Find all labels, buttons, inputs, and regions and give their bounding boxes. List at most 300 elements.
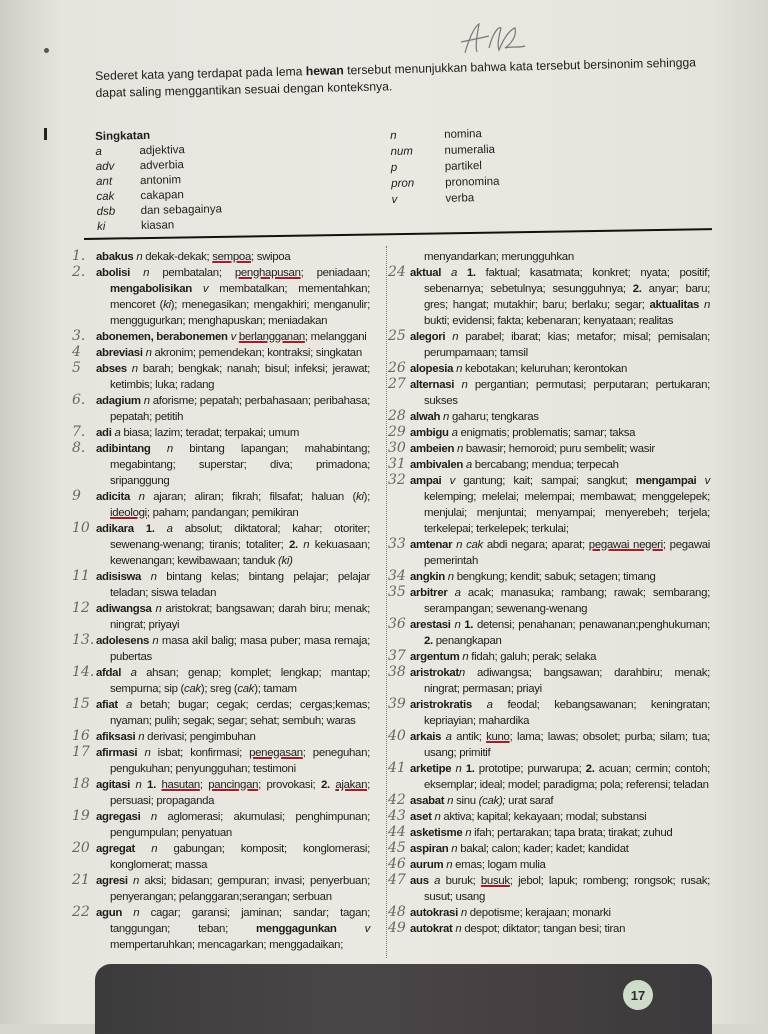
handwritten-number: 46 (388, 856, 406, 872)
abbreviation-row (390, 142, 499, 160)
entry-label: v (449, 475, 464, 487)
entry-synonyms: cagar; garansi; jaminan; sandar; tagan; tanggungan; teban; (110, 907, 371, 935)
entry-label: a (130, 667, 147, 679)
entry-label: n (434, 811, 444, 823)
entry-text (410, 537, 710, 569)
abbreviation-meaning: cakapan (140, 189, 184, 203)
handwritten-number: 15 (72, 696, 90, 712)
handwritten-number: 2. (72, 264, 86, 280)
entry-synonyms: anyar; baru; gres; hangat; mutakhir; baru; berlaku; segar; (424, 283, 711, 311)
entry-headword: asketisme (410, 827, 466, 839)
entry-text (410, 905, 710, 921)
abbreviation-key: a (95, 145, 102, 158)
entry-text (410, 809, 710, 825)
abbreviation-list-right (390, 126, 500, 208)
handwritten-number: 18 (72, 776, 90, 792)
entry-text (96, 841, 370, 873)
handwritten-number: 24 (388, 264, 406, 280)
entry-text (410, 249, 710, 265)
dictionary-entry (388, 905, 710, 921)
handwritten-number: 5 (72, 360, 81, 376)
entry-text (96, 809, 370, 841)
entry-synonyms: ajaran; aliran; fikrah; filsafat; haluan ( (153, 491, 356, 503)
entry-synonyms: urat saraf (505, 795, 554, 807)
entry-label: a (450, 267, 467, 279)
handwritten-number: 6. (72, 392, 86, 408)
entry-label: (cak); (478, 795, 506, 807)
entry-text (410, 825, 710, 841)
entry-synonyms: ; melanggani (304, 331, 367, 343)
abbreviation-meaning: verba (445, 192, 475, 205)
entry-label: ki (356, 491, 364, 503)
entry-label: a (434, 875, 446, 887)
entry-headword: alwah (410, 411, 444, 423)
dictionary-entry (388, 761, 710, 793)
entry-headword: aus (410, 875, 435, 887)
entry-headword: 1. (147, 779, 162, 791)
abbreviation-key: cak (96, 190, 115, 203)
entry-synonyms: acak; manasuka; rambang; rawak; sembarang; serampangan; sewenang-wenang (424, 587, 710, 615)
entry-headword: autokrasi (410, 907, 461, 919)
entry-text (96, 601, 370, 633)
entry-label: n (455, 763, 466, 775)
handwritten-number: 10 (72, 520, 90, 536)
dictionary-entry (72, 873, 370, 905)
underlined-word: berlangganan (238, 331, 305, 343)
entry-label: n (133, 907, 151, 919)
entry-text (96, 265, 370, 329)
handwritten-number: 29 (388, 424, 406, 440)
dictionary-entry (388, 825, 710, 841)
entry-headword: agun (96, 907, 134, 919)
entry-headword: adikara 1. (96, 523, 167, 535)
entry-synonyms: biasa; lazim; teradat; terpakai; umum (123, 427, 300, 439)
entry-synonyms: bintang lapangan; mahabintang; megabintang; superstar; diva; primadona; sripanggung (110, 443, 370, 487)
entry-synonyms: sinu (456, 795, 479, 807)
entry-headword: abolisi (96, 267, 144, 279)
handwritten-number: 3. (72, 328, 86, 344)
dictionary-entry (72, 393, 370, 425)
entry-synonyms: gantung; kait; sampai; sangkut; (463, 475, 636, 487)
entry-text (96, 345, 370, 361)
entry-text (410, 473, 710, 537)
entry-synonyms: derivasi; pengimbuhan (147, 731, 256, 743)
entry-headword: afdal (96, 667, 131, 679)
entry-synonyms: ; peniadaan; (300, 267, 370, 279)
entry-label: n (456, 443, 466, 455)
entry-text (96, 393, 370, 425)
underlined-word: penegasan (249, 747, 303, 759)
entry-label: v (230, 331, 239, 343)
handwritten-number: 41 (388, 760, 406, 776)
entry-headword: 1. (464, 619, 477, 631)
dictionary-entry (72, 425, 370, 441)
entry-synonyms: gaharu; tengkaras (451, 411, 539, 423)
entry-synonyms: barah; bengkak; nanah; bisul; infeksi; jerawat; ketimbis; luka; radang (110, 363, 370, 391)
abbreviation-row (391, 190, 500, 208)
abbreviation-key: adv (95, 160, 115, 173)
entry-headword: angkin (410, 571, 448, 583)
entry-headword: 1. (465, 763, 479, 775)
dictionary-entry (72, 729, 370, 745)
entry-synonyms: ; pegawai pemerintah (424, 539, 711, 567)
entry-headword: alegori (410, 331, 453, 343)
entry-headword: adagium (96, 395, 144, 407)
dictionary-entry (388, 249, 710, 265)
entry-headword: afiksasi (96, 731, 139, 743)
underlined-word: ideologi (110, 507, 147, 519)
underlined-word: sempoa (212, 251, 251, 263)
dictionary-entry (388, 329, 710, 361)
entry-synonyms: bakal; calon; kader; kadet; kandidat (460, 843, 629, 855)
entry-text (410, 729, 710, 761)
entry-headword: abonemen, berabonemen (96, 331, 231, 343)
entry-synonyms: bawasir; hemoroid; puru sembelit; wasir (465, 443, 655, 455)
entry-label: a (114, 427, 124, 439)
entry-synonyms: enigmatis; problematis; samar; taksa (460, 427, 636, 439)
entry-synonyms: feodal; kebangsawanan; keningratan; kepriayian; mahardika (424, 699, 711, 727)
handwritten-number: 14. (72, 664, 95, 680)
entry-text (410, 649, 710, 665)
dictionary-entry (388, 361, 710, 377)
abbreviation-key: n (390, 129, 397, 142)
entry-text (410, 617, 710, 649)
handwritten-number: 22 (72, 904, 90, 920)
entry-label: cak (184, 683, 201, 695)
entry-label: n (447, 795, 457, 807)
entry-synonyms: bercabang; mendua; terpecah (474, 459, 619, 471)
underlined-word: penghapusan (234, 267, 301, 279)
entry-text (410, 361, 710, 377)
entry-headword: abses (96, 363, 132, 375)
abbreviation-meaning: adverbia (139, 159, 185, 173)
intro-text-end: tersebut menunjukkan bahwa kata tersebut bersinonim sehingga dapat saling menggantikan sesuai dengan konteksnya. (95, 55, 697, 100)
entry-synonyms: aforisme; pepatah; perbahasaan; peribahasa; pepatah; petitih (110, 395, 370, 423)
entry-synonyms: dekak-dekak; (145, 251, 213, 263)
entry-headword: ampai (410, 475, 450, 487)
handwritten-number: 27 (388, 376, 406, 392)
dictionary-entry (388, 569, 710, 585)
intro-text: Sederet kata yang terdapat pada lema (95, 64, 307, 83)
entry-label: a (486, 699, 508, 711)
dictionary-entry (72, 489, 370, 521)
dictionary-entry (72, 777, 370, 809)
entry-synonyms: antik; (456, 731, 487, 743)
entry-text (410, 697, 710, 729)
abbreviation-key: p (390, 161, 398, 174)
entry-label: n (461, 379, 475, 391)
abbreviation-meaning: numeralia (444, 143, 496, 157)
entry-synonyms: bintang kelas; bintang pelajar; pelajar teladan; siswa teladan (110, 571, 370, 599)
entry-headword: asabat (410, 795, 448, 807)
entry-synonyms: membatalkan; mementahkan; mencoret ( (110, 283, 370, 311)
entry-text (410, 329, 710, 361)
abbreviation-row (391, 174, 500, 192)
entry-label: n (458, 667, 477, 679)
entry-label: n (703, 299, 710, 311)
entry-label: n (303, 539, 315, 551)
entry-synonyms: ifah; pertarakan; tapa brata; tirakat; zuhud (474, 827, 673, 839)
dictionary-entry (72, 265, 370, 329)
handwritten-number: 48 (388, 904, 406, 920)
dictionary-entry (388, 665, 710, 697)
handwritten-number: 8. (72, 440, 86, 456)
abbreviation-meaning: partikel (444, 160, 483, 173)
entry-label: n (451, 843, 461, 855)
entry-synonyms: aristokrat; bangsawan; darah biru; menak; ningrat; priyayi (110, 603, 371, 631)
dictionary-entry (388, 697, 710, 729)
entry-headword: arbitrer (410, 587, 455, 599)
entry-text (96, 329, 370, 345)
entry-label: n (136, 251, 146, 263)
handwritten-number: 42 (388, 792, 406, 808)
entry-headword: aset (410, 811, 435, 823)
entry-synonyms: faktual; kasatmata; konkret; nyata; positif; sebenarnya; sebetulnya; sesungguhnya; (424, 267, 710, 295)
entry-label: n (151, 843, 174, 855)
entry-synonyms: buruk; (445, 875, 481, 887)
punch-hole-mark (44, 48, 49, 53)
entry-text (410, 793, 710, 809)
handwritten-number: 33 (388, 536, 406, 552)
handwritten-number: 1. (72, 248, 86, 264)
dictionary-entry (72, 633, 370, 665)
dictionary-entry (72, 697, 370, 729)
entry-label: a (451, 427, 461, 439)
entry-headword: afiat (96, 699, 126, 711)
entry-synonyms: parabel; ibarat; kias; metafor; misal; pemisalan; perumpamaan; tamsil (424, 331, 710, 359)
handwritten-number: 45 (388, 840, 406, 856)
entry-text (96, 361, 370, 393)
entry-synonyms: ; jebol; lapuk; rombeng; rongsok; rusak; susut; usang (424, 875, 710, 903)
entry-synonyms: pembatalan; (162, 267, 235, 279)
dictionary-entry (388, 793, 710, 809)
entry-headword: mengampai (635, 475, 705, 487)
handwritten-signature-icon (455, 18, 535, 63)
abbreviation-key: v (391, 193, 398, 206)
entry-synonyms: ; provokasi; (258, 779, 321, 791)
underlined-word: kuno (486, 731, 510, 743)
entry-text (96, 905, 370, 953)
entry-synonyms: bukti; evidensi; fakta; kebenaran; kenyataan; realitas (424, 315, 674, 327)
dictionary-entry (388, 841, 710, 857)
entry-text (410, 569, 710, 585)
entry-headword: ambivalen (410, 459, 466, 471)
entry-headword: aurum (410, 859, 447, 871)
handwritten-number: 38 (388, 664, 406, 680)
entry-text (410, 665, 710, 697)
entry-text (410, 585, 710, 617)
entry-synonyms: ); (363, 491, 370, 503)
handwritten-number: 26 (388, 360, 406, 376)
entry-synonyms: menyandarkan; merungguhkan (424, 251, 574, 263)
entry-synonyms: absolut; diktatoral; kahar; otoriter; sewenang-wenang; tiranis; totaliter; (110, 523, 371, 551)
entry-text (96, 489, 370, 521)
entry-headword: agresi (96, 875, 134, 887)
handwritten-number: 44 (388, 824, 406, 840)
entry-synonyms: prototipe; purwarupa; (478, 763, 586, 775)
entry-synonyms: ; (199, 779, 209, 791)
entry-text (410, 265, 710, 329)
entry-text (96, 665, 370, 697)
entry-synonyms: detensi; penahanan; penawanan;penghukuman; (476, 619, 711, 631)
handwritten-number: 30 (388, 440, 406, 456)
handwritten-number: 31 (388, 456, 406, 472)
entry-headword: adiwangsa (96, 603, 156, 615)
handwritten-number: 9 (72, 488, 81, 504)
handwritten-number: 49 (388, 920, 406, 936)
abbreviation-key: ki (96, 220, 106, 233)
entry-headword: afirmasi (96, 747, 145, 759)
entry-label: n (460, 907, 470, 919)
dictionary-entry (388, 809, 710, 825)
entry-synonyms: ; persuasi; propaganda (110, 779, 370, 807)
entry-synonyms: ; peneguhan; pengukuhan; penyungguhan; testimoni (110, 747, 370, 775)
entry-headword: 2. (424, 635, 436, 647)
entry-label: n (150, 811, 168, 823)
underlined-word: busuk (480, 875, 510, 887)
entry-headword: agitasi (96, 779, 136, 791)
entry-label: n (138, 491, 154, 503)
dictionary-entry (72, 441, 370, 489)
entry-label: n (143, 267, 163, 279)
entry-synonyms: despot; diktator; tangan besi; tiran (464, 923, 626, 935)
abbreviation-meaning: antonim (139, 174, 182, 188)
dictionary-entry (72, 329, 370, 345)
dictionary-entry (388, 537, 710, 569)
handwritten-number: 35 (388, 584, 406, 600)
entry-synonyms: depotisme; kerajaan; monarki (469, 907, 611, 919)
abbreviation-row (97, 202, 223, 220)
handwritten-number: 21 (72, 872, 90, 888)
entry-synonyms: kebotakan; keluruhan; kerontokan (464, 363, 627, 375)
dictionary-entry (388, 729, 710, 761)
entry-label: n (443, 411, 452, 423)
entry-text (96, 521, 370, 569)
entry-synonyms: adiwangsa; bangsawan; darahbiru; menak; ningrat; permasan; priayi (424, 667, 710, 695)
entry-headword: aristrokat (410, 667, 459, 679)
entry-synonyms: ); menegasikan; mengakhiri; menganulir; menggugurkan; menghapuskan; meniadakan (110, 299, 370, 327)
entry-headword: aspiran (410, 843, 452, 855)
entry-label: a (454, 587, 468, 599)
entry-label: n (452, 331, 466, 343)
entry-label: n (135, 779, 148, 791)
entry-text (96, 873, 370, 905)
dictionary-entry (388, 617, 710, 649)
entry-label: v (704, 475, 710, 487)
intro-keyword: hewan (305, 63, 344, 79)
entry-label: v (202, 283, 220, 295)
entry-label: a (445, 731, 457, 743)
dictionary-entry (72, 345, 370, 361)
entry-text (410, 441, 710, 457)
entry-label: n cak (456, 539, 487, 551)
entry-synonyms: gabungan; komposit; konglomerasi; konglomerat; massa (110, 843, 370, 871)
entry-synonyms: isbat; konfirmasi; (157, 747, 250, 759)
entry-text (96, 697, 370, 729)
column-divider (386, 246, 387, 958)
abbreviation-key: ant (95, 175, 113, 188)
dictionary-entry (388, 921, 710, 937)
entry-label: a (126, 699, 141, 711)
entry-label: n (465, 827, 475, 839)
entry-label: n (166, 443, 190, 455)
dictionary-entry (72, 809, 370, 841)
handwritten-number: 40 (388, 728, 406, 744)
entry-label: a (465, 459, 475, 471)
entry-label: (ki) (278, 555, 293, 567)
abbreviation-list-left (95, 127, 222, 235)
entry-label: n (138, 731, 148, 743)
entry-synonyms: aglomerasi; akumulasi; penghimpunan; pengumpulan; penyatuan (110, 811, 370, 839)
intro-paragraph (95, 54, 716, 102)
entry-synonyms: emas; logam mulia (455, 859, 546, 871)
entry-label: n (131, 363, 143, 375)
dictionary-entry (72, 601, 370, 633)
entry-headword: alternasi (410, 379, 462, 391)
entry-synonyms: ; paham; pandangan; pemikiran (146, 507, 299, 519)
entry-label: n (144, 747, 158, 759)
entry-text (96, 633, 370, 665)
abbreviation-meaning: nomina (444, 128, 482, 141)
entry-headword: adisiswa (96, 571, 151, 583)
dictionary-entry (72, 361, 370, 393)
entry-synonyms: ; swipoa (250, 251, 291, 263)
entry-label: n (152, 635, 162, 647)
entry-text (410, 841, 710, 857)
abbreviation-row (97, 217, 223, 235)
abbreviation-key: num (390, 145, 413, 158)
entry-label: n (143, 395, 153, 407)
underlined-word: hasutan (161, 779, 200, 791)
page-number-badge: 17 (623, 980, 653, 1010)
entry-headword: 2. (585, 763, 599, 775)
entry-label: n (446, 859, 456, 871)
entry-headword: menggagunkan (255, 923, 365, 935)
dictionary-entry (388, 377, 710, 409)
entry-headword: adicita (96, 491, 139, 503)
abbreviation-key: pron (391, 177, 415, 190)
abbreviation-meaning: adjektiva (139, 144, 185, 158)
entry-synonyms: ; lama; lawas; obsolet; purba; silam; tua; usang; primitif (424, 731, 710, 759)
dictionary-entry (388, 857, 710, 873)
entry-synonyms: kekuasaan; kewenangan; kewibawaan; tanduk (110, 539, 370, 567)
dictionary-entry (388, 585, 710, 617)
entry-label: n (456, 363, 465, 375)
dictionary-entry (72, 905, 370, 953)
handwritten-number: 12 (72, 600, 90, 616)
entry-headword: 2. (288, 539, 304, 551)
entry-headword: aktualitas (649, 299, 704, 311)
entry-text (410, 409, 710, 425)
entry-headword: arkais (410, 731, 446, 743)
entry-synonyms: bengkung; kendit; sabuk; setagen; timang (456, 571, 656, 583)
entry-headword: mengabolisikan (110, 283, 203, 295)
entry-synonyms: ); sreg ( (200, 683, 238, 695)
dictionary-entry (388, 873, 710, 905)
entry-headword: ambigu (410, 427, 452, 439)
dictionary-entry (388, 473, 710, 537)
entry-headword: argentum (410, 651, 463, 663)
handwritten-number: 32 (388, 472, 406, 488)
entry-headword: ambeien (410, 443, 457, 455)
dictionary-entry (388, 441, 710, 457)
handwritten-number: 16 (72, 728, 90, 744)
margin-mark (44, 128, 47, 140)
entry-synonyms: mempertaruhkan; mencagarkan; menggadaikan; (110, 939, 344, 951)
entry-synonyms: abdi negara; aparat; (486, 539, 589, 551)
entry-text (410, 425, 710, 441)
handwritten-number: 19 (72, 808, 90, 824)
